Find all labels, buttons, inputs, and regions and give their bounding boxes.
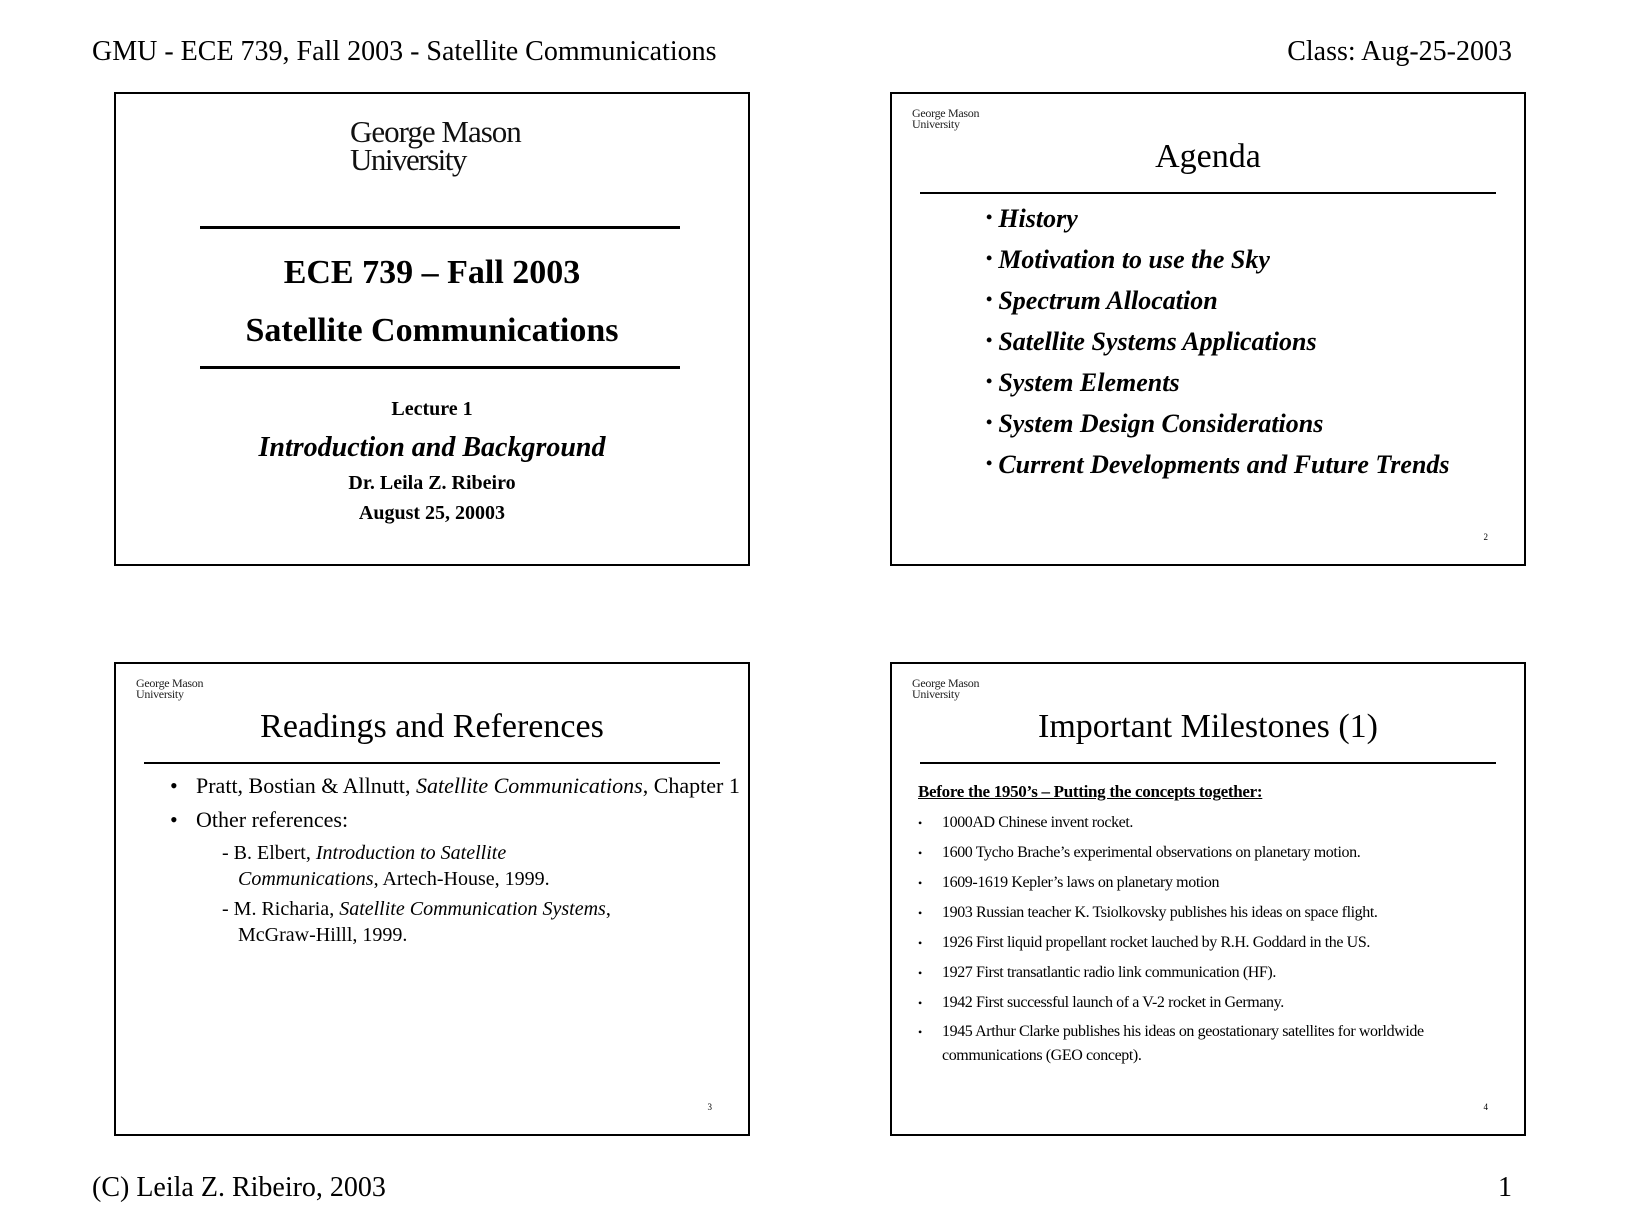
bullet: • xyxy=(918,966,922,980)
bullet: • xyxy=(170,773,178,798)
list-item xyxy=(986,368,1450,409)
list-item xyxy=(918,810,1478,836)
slide-page-number: 3 xyxy=(707,1102,712,1112)
bottom-rule xyxy=(200,366,680,369)
agenda-item-text: Satellite Systems Applications xyxy=(998,327,1317,356)
agenda-item-text: Spectrum Allocation xyxy=(998,286,1218,315)
list-item xyxy=(918,960,1478,986)
list-item xyxy=(986,450,1450,491)
list-item xyxy=(918,990,1478,1016)
bullet: • xyxy=(918,996,922,1010)
university-logo-small xyxy=(912,678,979,700)
sub-list-item xyxy=(196,896,648,948)
lecture-subtitle: Introduction and Background xyxy=(258,432,606,463)
university-logo-small xyxy=(912,108,979,130)
logo-line-1: George Mason xyxy=(350,114,521,149)
course-name: Satellite Communications xyxy=(245,312,619,349)
reference-text: , McGraw-Hilll, 1999. xyxy=(238,898,611,946)
agenda-item-text: Current Developments and Future Trends xyxy=(998,450,1450,479)
reference-title: Satellite Communication Systems xyxy=(339,898,606,920)
page-header-right: Class: Aug-25-2003 xyxy=(1287,36,1512,67)
top-rule xyxy=(200,226,680,229)
lecture-number: Lecture 1 xyxy=(391,398,473,420)
bullet: • xyxy=(918,846,922,860)
course-title: ECE 739 – Fall 2003 xyxy=(283,254,581,291)
milestones-list xyxy=(918,810,1478,1072)
bullet: • xyxy=(918,876,922,890)
bullet: • xyxy=(986,289,993,309)
logo-line-2: University xyxy=(350,142,466,177)
list-item xyxy=(986,409,1450,450)
section-heading: Before the 1950’s – Putting the concepts together: xyxy=(918,782,1263,801)
list-item xyxy=(986,245,1450,286)
university-logo-small xyxy=(136,678,203,700)
bullet: • xyxy=(986,207,993,227)
slide-2-agenda xyxy=(890,92,1526,566)
reference-text: - B. Elbert, xyxy=(222,842,316,864)
logo-line-2: University xyxy=(912,687,960,701)
list-item xyxy=(918,1020,1478,1068)
milestone-text: 1903 Russian teacher K. Tsiolkovsky publishes his ideas on space flight. xyxy=(942,904,1378,921)
logo-line-2: University xyxy=(912,117,960,131)
reference-title: Satellite Communications xyxy=(416,773,643,798)
list-item xyxy=(986,286,1450,327)
bullet: • xyxy=(918,816,922,830)
slide-title: Agenda xyxy=(1155,138,1261,175)
reference-text: , Chapter 1 xyxy=(642,773,740,798)
slide-1-title xyxy=(114,92,750,566)
slide-3-readings xyxy=(114,662,750,1136)
logo-line-2: University xyxy=(136,687,184,701)
reference-text: Pratt, Bostian & Allnutt, xyxy=(196,773,417,798)
sub-list-item xyxy=(196,840,618,892)
agenda-item-text: History xyxy=(998,204,1078,233)
agenda-item-text: Motivation to use the Sky xyxy=(998,245,1270,274)
reference-title: Introduction to Satellite Communications xyxy=(238,842,507,890)
milestone-text: 1609-1619 Kepler’s laws on planetary motion xyxy=(942,874,1220,891)
list-item xyxy=(918,930,1478,956)
milestone-text: 1000AD Chinese invent rocket. xyxy=(942,814,1134,831)
list-item xyxy=(918,840,1478,866)
logo-line-1: George Mason xyxy=(912,676,980,690)
bullet: • xyxy=(986,330,993,350)
slide-page-number: 4 xyxy=(1483,1102,1488,1112)
slide-title: Readings and References xyxy=(260,708,604,745)
author-name: Dr. Leila Z. Ribeiro xyxy=(348,472,516,494)
milestone-text: 1600 Tycho Brache’s experimental observations on planetary motion. xyxy=(942,844,1361,861)
title-rule xyxy=(920,762,1496,764)
slide-title: Important Milestones (1) xyxy=(1038,708,1378,745)
bullet: • xyxy=(170,807,178,832)
university-logo xyxy=(350,114,521,177)
reference-text: - M. Richaria, xyxy=(222,898,340,920)
bullet: • xyxy=(986,248,993,268)
milestone-text: 1927 First transatlantic radio link communication (HF). xyxy=(942,964,1276,981)
milestone-text: 1926 First liquid propellant rocket lauched by R.H. Goddard in the US. xyxy=(942,934,1370,951)
logo-line-1: George Mason xyxy=(136,676,204,690)
agenda-item-text: System Elements xyxy=(998,368,1180,397)
logo-line-1: George Mason xyxy=(912,106,980,120)
slide-page-number: 2 xyxy=(1483,532,1488,542)
readings-list xyxy=(170,772,740,948)
list-item xyxy=(918,900,1478,926)
list-item xyxy=(170,806,740,834)
reference-text: , Artech-House, 1999. xyxy=(373,868,550,890)
bullet: • xyxy=(986,412,993,432)
reference-text: Other references: xyxy=(196,807,349,832)
bullet: • xyxy=(918,936,922,950)
list-item xyxy=(170,772,740,800)
title-rule xyxy=(920,192,1496,194)
slide-4-milestones xyxy=(890,662,1526,1136)
list-item xyxy=(986,204,1450,245)
agenda-list xyxy=(986,204,1450,491)
bullet: • xyxy=(986,371,993,391)
page-footer-left: (C) Leila Z. Ribeiro, 2003 xyxy=(92,1172,386,1203)
list-item xyxy=(986,327,1450,368)
page-number: 1 xyxy=(1498,1172,1512,1203)
page-header-left: GMU - ECE 739, Fall 2003 - Satellite Communications xyxy=(92,36,717,67)
bullet: • xyxy=(986,453,993,473)
milestone-text: 1942 First successful launch of a V-2 rocket in Germany. xyxy=(942,994,1284,1011)
milestone-text: 1945 Arthur Clarke publishes his ideas on geostationary satellites for worldwide communications (GEO concept). xyxy=(942,1023,1424,1064)
list-item xyxy=(918,870,1478,896)
lecture-date: August 25, 20003 xyxy=(358,502,506,524)
bullet: • xyxy=(918,1025,922,1039)
title-rule xyxy=(144,762,720,764)
agenda-item-text: System Design Considerations xyxy=(998,409,1324,438)
bullet: • xyxy=(918,906,922,920)
